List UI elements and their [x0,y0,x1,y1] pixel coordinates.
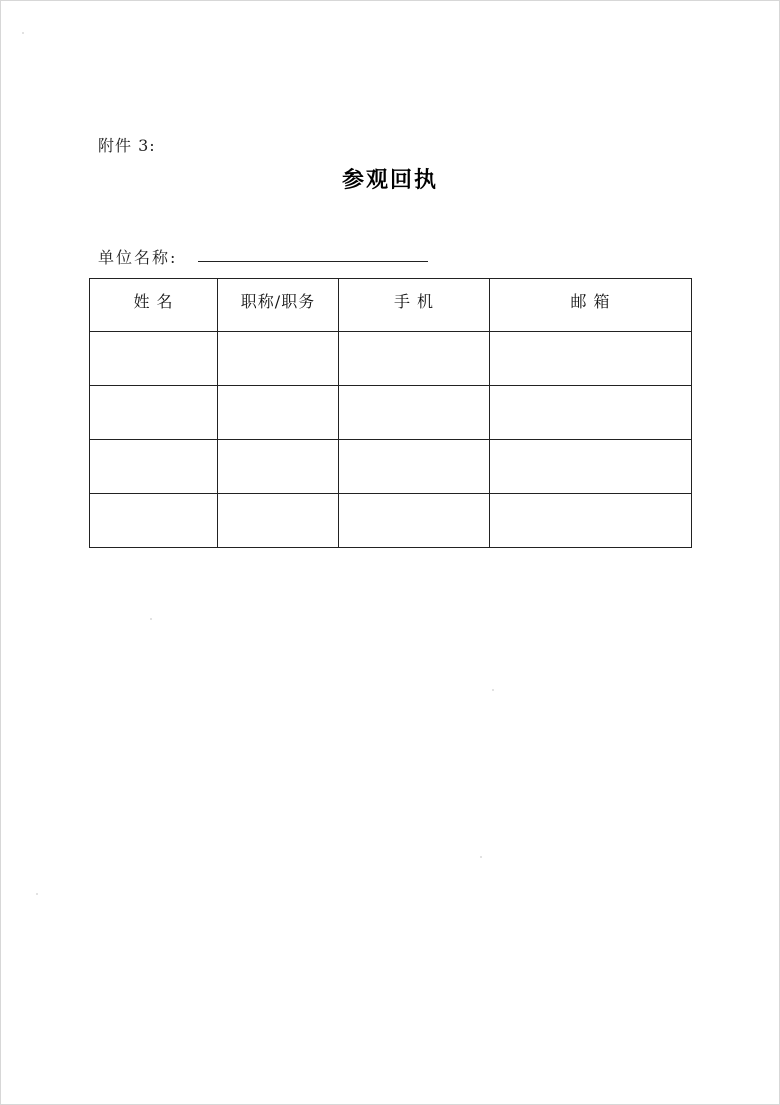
header-name: 姓 名 [90,279,218,332]
header-mobile: 手 机 [339,279,490,332]
table-row [90,332,692,386]
cell-name[interactable] [90,386,218,440]
cell-mobile[interactable] [339,440,490,494]
cell-title-position[interactable] [218,440,339,494]
table-header-row [90,279,692,332]
scan-speck [480,856,482,858]
scan-speck [22,32,24,34]
table-row [90,440,692,494]
scan-speck [150,618,152,620]
cell-name[interactable] [90,440,218,494]
cell-title-position[interactable] [218,386,339,440]
cell-mobile[interactable] [339,332,490,386]
header-title-position: 职称/职务 [218,279,339,332]
cell-title-position[interactable] [218,494,339,548]
scan-speck [36,893,38,895]
cell-mobile[interactable] [339,494,490,548]
page-title: 参观回执 [341,167,438,193]
org-name-input-line[interactable] [198,261,428,262]
scan-speck [492,689,494,691]
org-name-label: 单位名称: [98,248,178,267]
header-email: 邮 箱 [490,279,692,332]
cell-name[interactable] [90,332,218,386]
cell-title-position[interactable] [218,332,339,386]
cell-name[interactable] [90,494,218,548]
attachment-label: 附件 3: [98,136,156,155]
cell-email[interactable] [490,386,692,440]
cell-email[interactable] [490,494,692,548]
table-row [90,386,692,440]
cell-email[interactable] [490,440,692,494]
cell-email[interactable] [490,332,692,386]
reply-table [89,278,692,548]
table-row [90,494,692,548]
cell-mobile[interactable] [339,386,490,440]
